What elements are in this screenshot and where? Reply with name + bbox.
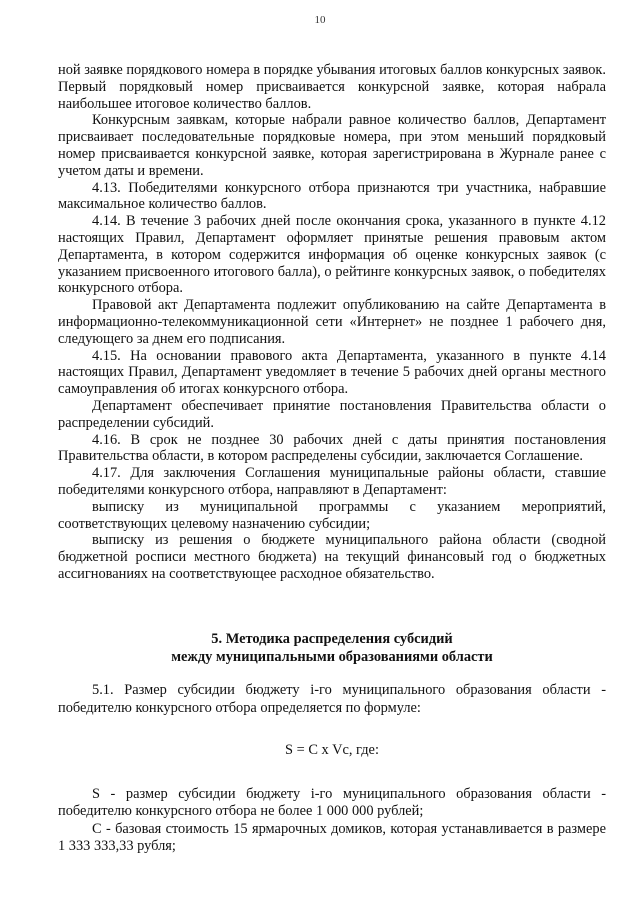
paragraph-4-16: 4.16. В срок не позднее 30 рабочих дней с даты принятия постановления Правительства области, в котором распределены субсидии, заключается Соглашение. xyxy=(58,431,606,465)
paragraph-5-1: 5.1. Размер субсидии бюджету i-го муниципального образования области - победителю конкурсного отбора определяется по формуле: xyxy=(58,682,606,716)
paragraph-budget-extract: выписку из решения о бюджете муниципального района области (сводной бюджетной росписи местного бюджета) на текущий финансовый год о бюджетных ассигнованиях на соответствующее расходное обязательство. xyxy=(58,532,606,582)
paragraph-equal-scores: Конкурсным заявкам, которые набрали равное количество баллов, Департамент присваивает последовательные порядковые номера, при этом меньший порядковый номер присваивается конкурсной заявке, которая зарегистрирована в Журнале ранее с учетом даты и времени. xyxy=(58,112,606,179)
paragraph-s-definition: S - размер субсидии бюджету i-го муниципального образования области - победителю конкурсного отбора не более 1 000 000 рублей; xyxy=(58,785,606,819)
paragraph-4-17: 4.17. Для заключения Соглашения муниципальные районы области, ставшие победителями конкурсного отбора, направляют в Департамент: xyxy=(58,465,606,498)
paragraph-publication: Правовой акт Департамента подлежит опубликованию на сайте Департамента в информационно-телекоммуникационной сети «Интернет» не позднее 1 рабочего дня, следующего за днем его подписания. xyxy=(58,297,606,347)
section-heading-line-2: между муниципальными образованиями области xyxy=(171,649,493,665)
page-number: 10 xyxy=(314,14,326,26)
subsidy-formula: S = C x Vc, где: xyxy=(285,742,379,758)
document-body xyxy=(58,62,606,583)
paragraph-4-15: 4.15. На основании правового акта Департамента, указанного в пункте 4.14 настоящих Правил, Департамент уведомляет в течение 5 рабочих дней органы местного самоуправления об итогах конкурсного отбора. xyxy=(58,347,606,398)
paragraph-c-definition: C - базовая стоимость 15 ярмарочных домиков, которая устанавливается в размере 1 333 333,33 рубля; xyxy=(58,820,606,854)
paragraph-program-extract: выписку из муниципальной программы с указанием мероприятий, соответствующих целевому назначению субсидии; xyxy=(58,498,606,532)
paragraph-government-resolution: Департамент обеспечивает принятие постановления Правительства области о распределении субсидий. xyxy=(58,397,606,431)
section-5-body xyxy=(58,682,606,856)
section-heading-line-1: 5. Методика распределения субсидий xyxy=(211,631,453,647)
paragraph-4-13: 4.13. Победителями конкурсного отбора признаются три участника, набравшие максимальное количество баллов. xyxy=(58,179,606,213)
paragraph-4-14: 4.14. В течение 3 рабочих дней после окончания срока, указанного в пункте 4.12 настоящих Правил, Департамент оформляет принятые решения правовым актом Департамента, в котором содержится информация об оценке конкурсных заявок (с указанием присвоенного итогового балла), о рейтинге конкурсных заявок, о победителях конкурсного отбора. xyxy=(58,213,606,297)
paragraph-ranking-continuation: ной заявке порядкового номера в порядке убывания итоговых баллов конкурсных заявок. Первый порядковый номер присваивается конкурсной заявке, которая набрала наибольшее итоговое количество баллов. xyxy=(58,62,606,112)
section-heading xyxy=(58,630,606,666)
